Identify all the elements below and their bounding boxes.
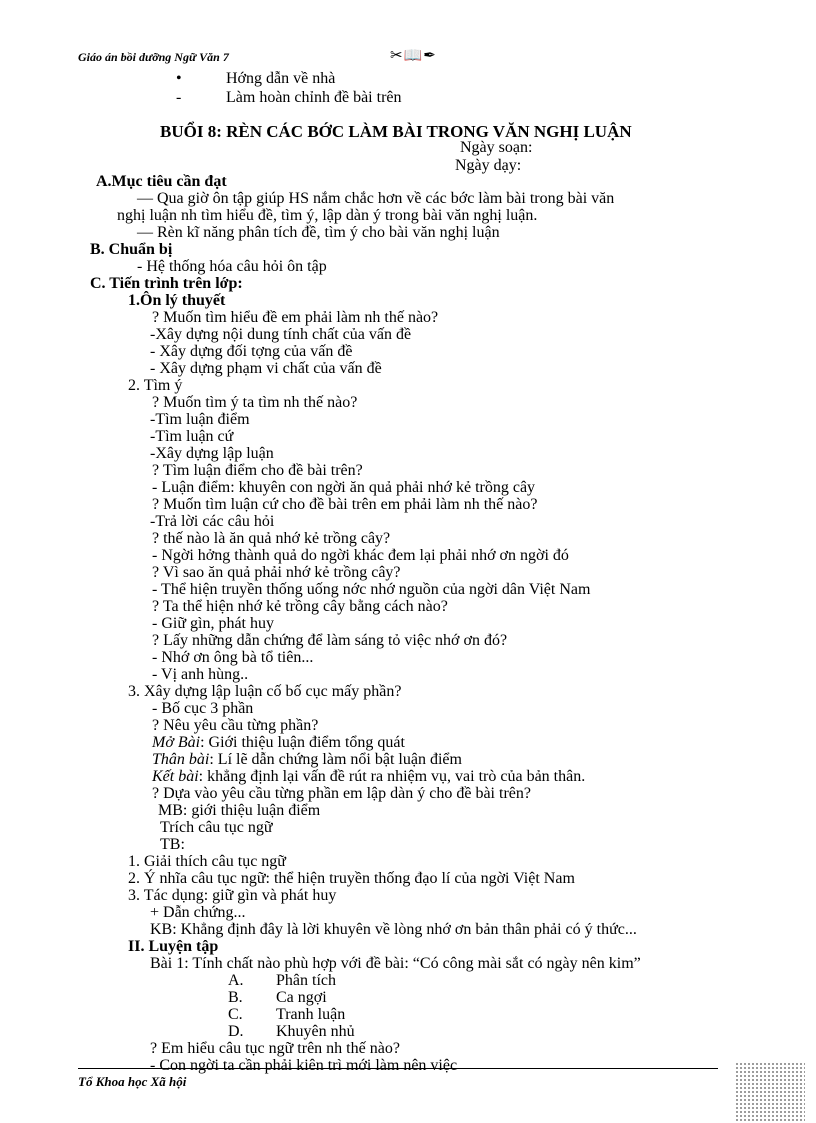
- part-2-line: ? Muốn tìm ý ta tìm nh thế nào?: [152, 394, 358, 411]
- part-3-line: ? Dựa vào yêu cầu từng phần em lập dàn ý cho đề bài trên?: [152, 785, 531, 802]
- part-2-line: - Vị anh hùng..: [152, 666, 249, 683]
- part-2-line: -Trả lời các câu hỏi: [150, 513, 275, 530]
- part-2-line: ? Vì sao ăn quả phải nhớ kẻ trồng cây?: [152, 564, 401, 581]
- than-bai-label: Thân bài: [152, 751, 210, 768]
- option-text: Khuyên nhủ: [276, 1023, 355, 1040]
- part-2-line: ? Muốn tìm luận cứ cho đề bài trên em phải làm nh thế nào?: [152, 496, 538, 513]
- part-3-line: - Bố cục 3 phần: [152, 700, 254, 717]
- part-3-trich: Trích câu tục ngữ: [160, 819, 273, 836]
- part-3-than-bai: [152, 751, 462, 768]
- tb-item: 1. Giải thích câu tục ngữ: [128, 853, 286, 870]
- page-header: [78, 48, 718, 68]
- part-2-line: - Giữ gìn, phát huy: [152, 615, 274, 632]
- part-3-tb: TB:: [160, 836, 185, 853]
- part-2-line: - Thể hiện truyền thống uống nớc nhớ nguồn của ngời dân Việt Nam: [152, 581, 591, 598]
- part-2-line: ? Ta thể hiện nhớ kẻ trồng cây bằng cách nào?: [152, 598, 448, 615]
- section-b-line-1: - Hệ thống hóa câu hỏi ôn tập: [137, 258, 327, 275]
- intro-bullet-text: Hớng dẫn về nhà: [226, 70, 336, 87]
- ket-bai-label: Kết bài: [152, 768, 199, 785]
- part-2-heading: 2. Tìm ý: [128, 377, 183, 394]
- than-bai-text: : Lí lẽ dẫn chứng làm nổi bật luận điểm: [209, 751, 462, 768]
- mo-bai-text: : Giới thiệu luận điểm tổng quát: [200, 734, 405, 751]
- intro-bullet: •: [176, 70, 182, 87]
- option-letter: D.: [228, 1023, 244, 1040]
- part-1-line: - Xây dựng đối tợng của vấn đề: [150, 343, 353, 360]
- part-1-heading: 1.Ôn lý thuyết: [128, 292, 226, 309]
- date-prepared: Ngày soạn:: [460, 139, 533, 156]
- mo-bai-label: Mở Bài: [152, 734, 201, 751]
- intro-dash-text: Làm hoàn chỉnh đề bài trên: [226, 89, 402, 106]
- part-3-dan-chung: + Dẫn chứng...: [150, 904, 246, 921]
- part-2-line: - Ngời hởng thành quả do ngời khác đem lại phải nhớ ơn ngời đó: [152, 547, 569, 564]
- part-3-line: ? Nêu yêu cầu từng phần?: [152, 717, 319, 734]
- header-title: Giáo án bồi dưỡng Ngữ Văn 7: [78, 50, 229, 64]
- ket-bai-text: : khẳng định lại vấn đề rút ra nhiệm vụ, vai trò của bản thân.: [198, 768, 586, 785]
- part-3-ket-bai: [152, 768, 585, 785]
- intro-dash: -: [176, 89, 182, 106]
- practice-question-1: Bài 1: Tính chất nào phù hợp với đề bài: “Có công mài sắt có ngày nên kim”: [150, 955, 641, 972]
- section-c-heading: C. Tiến trình trên lớp:: [90, 275, 243, 292]
- lesson-title: BUỔI 8: RÈN CÁC BỚC LÀM BÀI TRONG VĂN NGHỊ LUẬN: [160, 122, 632, 141]
- option-text: Ca ngợi: [276, 989, 327, 1006]
- part-2-line: -Tìm luận cứ: [150, 428, 234, 445]
- date-taught: Ngày dạy:: [455, 157, 522, 174]
- section-a-line-2: nghị luận nh tìm hiểu đề, tìm ý, lập dàn ý trong bài văn nghị luận.: [117, 207, 538, 224]
- footer-rule: [78, 1068, 718, 1069]
- part-2-line: - Luận điểm: khuyên con ngời ăn quả phải nhớ kẻ trồng cây: [152, 479, 536, 496]
- practice-heading: II. Luyện tập: [128, 938, 219, 955]
- option-letter: A.: [228, 972, 244, 989]
- part-2-line: ? Tìm luận điểm cho đề bài trên?: [152, 462, 363, 479]
- part-2-line: -Tìm luận điểm: [150, 411, 250, 428]
- part-3-mo-bai: [152, 734, 405, 751]
- part-1-line: -Xây dựng nội dung tính chất của vấn đề: [150, 326, 412, 343]
- section-b-heading: B. Chuẩn bị: [90, 241, 173, 258]
- option-letter: C.: [228, 1006, 243, 1023]
- part-2-line: ? thế nào là ăn quả nhớ kẻ trồng cây?: [152, 530, 391, 547]
- part-2-line: ? Lấy những dẫn chứng để làm sáng tỏ việc nhớ ơn đó?: [152, 632, 508, 649]
- practice-question-2: ? Em hiểu câu tục ngữ trên nh thế nào?: [150, 1040, 400, 1057]
- tb-item: 2. Ý nhĩa câu tục ngữ: thể hiện truyền thống đạo lí của ngời Việt Nam: [128, 870, 575, 887]
- option-text: Phân tích: [276, 972, 336, 989]
- part-3-heading: 3. Xây dựng lập luận cố bố cục mấy phần?: [128, 683, 402, 700]
- header-ornament-icon: ✂📖✒: [390, 48, 437, 64]
- part-2-line: - Nhớ ơn ông bà tổ tiên...: [152, 649, 314, 666]
- practice-answer: - Con ngời ta cần phải kiên trì mới làm nên việc: [150, 1057, 458, 1074]
- section-a-heading: A.Mục tiêu cần đạt: [96, 173, 227, 190]
- option-text: Tranh luận: [276, 1006, 346, 1023]
- section-a-line-3: — Rèn kĩ năng phân tích đề, tìm ý cho bài văn nghị luận: [137, 224, 500, 241]
- section-a-line-1: — Qua giờ ôn tập giúp HS nắm chắc hơn về các bớc làm bài trong bài văn: [137, 190, 615, 207]
- option-letter: B.: [228, 989, 243, 1006]
- part-1-line: ? Muốn tìm hiểu đề em phải làm nh thế nào?: [152, 309, 439, 326]
- part-3-kb: KB: Khẳng định đây là lời khuyên về lòng nhớ ơn bản thân phải có ý thức...: [150, 921, 637, 938]
- part-3-mb: MB: giới thiệu luận điểm: [158, 802, 321, 819]
- part-2-line: -Xây dựng lập luận: [150, 445, 274, 462]
- tb-item: 3. Tác dụng: giữ gìn và phát huy: [128, 887, 337, 904]
- page-footer: Tổ Khoa học Xã hội: [78, 1074, 187, 1089]
- part-1-line: - Xây dựng phạm vi chất của vấn đề: [150, 360, 382, 377]
- corner-dot-pattern: [735, 1062, 805, 1122]
